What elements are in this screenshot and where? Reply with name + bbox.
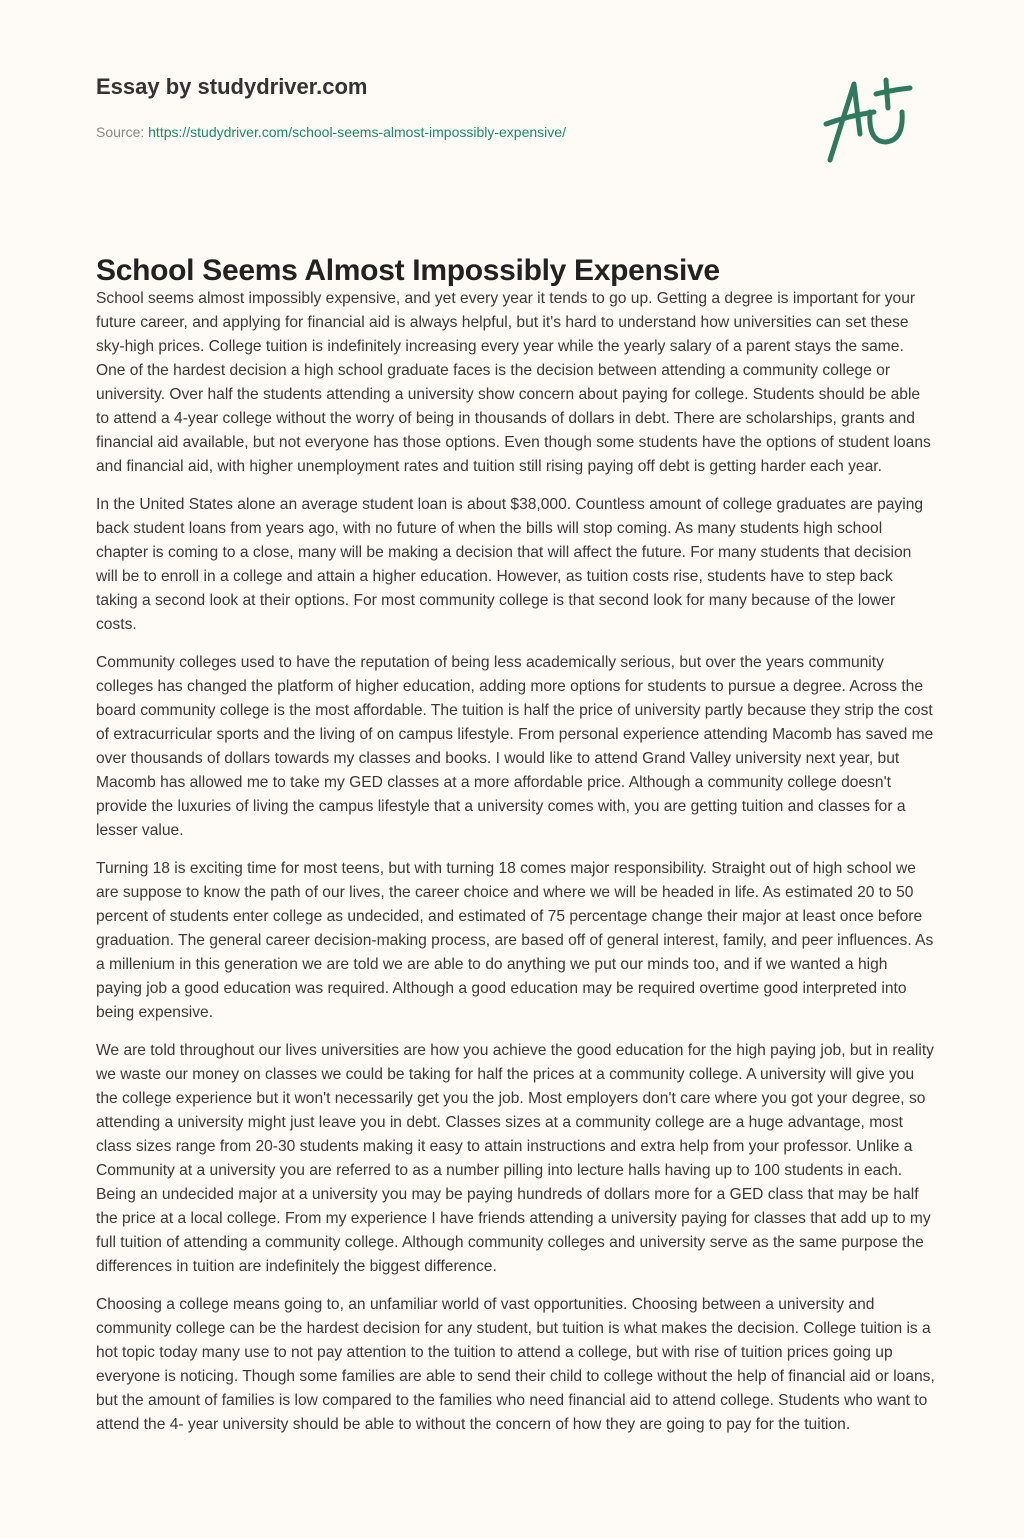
essay-paragraph: We are told throughout our lives universities are how you achieve the good education for the high paying job, but in reality we waste our money on classes we could be taking for half the prices at a community college. A university will give you the college experience but it won't necessarily get you the job. Most employers don't care where you got your degree, so attending a university might just leave you in debt. Classes sizes at a community college are a huge advantage, most class sizes range from 20-30 students making it easy to attain instructions and extra help from your professor. Unlike a Community at a university you are referred to as a number pilling into lecture halls having up to 100 students in each. Being an undecided major at a university you may be paying hundreds of dollars more for a GED class that may be half the price at a local college. From my experience I have friends attending a university paying for classes that add up to my full tuition of attending a community college. Although community colleges and university serve as the same purpose the differences in tuition are indefinitely the biggest difference. bbox=[96, 1042, 934, 1275]
essay-paragraph: School seems almost impossibly expensive, and yet every year it tends to go up. Getting a degree is important for your future career, and applying for financial aid is always helpful, but it's hard to understand how universities can set these sky-high prices. College tuition is indefinitely increasing every year while the yearly salary of a parent stays the same. One of the hardest decision a high school graduate faces is the decision between attending a community college or university. Over half the students attending a university show concern about paying for college. Students should be able to attend a 4-year college without the worry of being in thousands of dollars in debt. There are scholarships, grants and financial aid available, but not everyone has those options. Even though some students have the options of student loans and financial aid, with higher unemployment rates and tuition still rising paying off debt is getting harder each year. bbox=[96, 290, 931, 475]
essay-paragraph: In the United States alone an average student loan is about $38,000. Countless amount of college graduates are paying back student loans from years ago, with no future of when the bills will stop coming. As many students high school chapter is coming to a close, many will be making a decision that will affect the future. For many students that decision will be to enroll in a college and attain a higher education. However, as tuition costs rise, students have to step back taking a second look at their options. For most community college is that second look for many because of the lower costs. bbox=[96, 496, 924, 633]
essay-body bbox=[96, 287, 936, 1451]
essay-paragraph: Turning 18 is exciting time for most teens, but with turning 18 comes major responsibility. Straight out of high school we are suppose to know the path of our lives, the career choice and where we will be headed in life. As estimated 20 to 50 percent of students enter college as undecided, and estimated of 75 percentage change their major at least once before graduation. The general career decision-making process, are based off of general interest, family, and peer influences. As a millenium in this generation we are told we are able to do anything we put our minds too, and if we wanted a high paying job a good education was required. Although a good education may be required overtime good interpreted into being expensive. bbox=[96, 860, 934, 1021]
source-link[interactable]: https://studydriver.com/school-seems-almost-impossibly-expensive/ bbox=[148, 124, 566, 140]
essay-paragraph: Choosing a college means going to, an unfamiliar world of vast opportunities. Choosing between a university and community college can be the hardest decision for any student, but tuition is what makes the decision. College tuition is a hot topic today many use to not pay attention to the tuition to attend a college, but with rise of tuition prices going up everyone is noticing. Though some families are able to send their child to college without the help of financial aid or loans, but the amount of families is low compared to the families who need financial aid to attend college. Students who want to attend the 4- year university should be able to without the concern of how they are going to pay for the tuition. bbox=[96, 1296, 935, 1433]
source-line bbox=[96, 124, 566, 140]
site-brand: Essay by studydriver.com bbox=[96, 74, 368, 99]
essay-paragraph: Community colleges used to have the reputation of being less academically serious, but over the years community colleges has changed the platform of higher education, adding more options for students to pursue a degree. Across the board community college is the most affordable. The tuition is half the price of university partly because they strip the cost of extracurricular sports and the living of on campus lifestyle. From personal experience attending Macomb has saved me over thousands of dollars towards my classes and books. I would like to attend Grand Valley university next year, but Macomb has allowed me to take my GED classes at a more affordable price. Although a community college doesn't provide the luxuries of living the campus lifestyle that a university comes with, you are getting tuition and classes for a lesser value. bbox=[96, 654, 934, 839]
source-label: Source: bbox=[96, 124, 145, 140]
a-plus-logo-icon bbox=[818, 72, 928, 172]
essay-title: School Seems Almost Impossibly Expensive bbox=[96, 254, 720, 287]
